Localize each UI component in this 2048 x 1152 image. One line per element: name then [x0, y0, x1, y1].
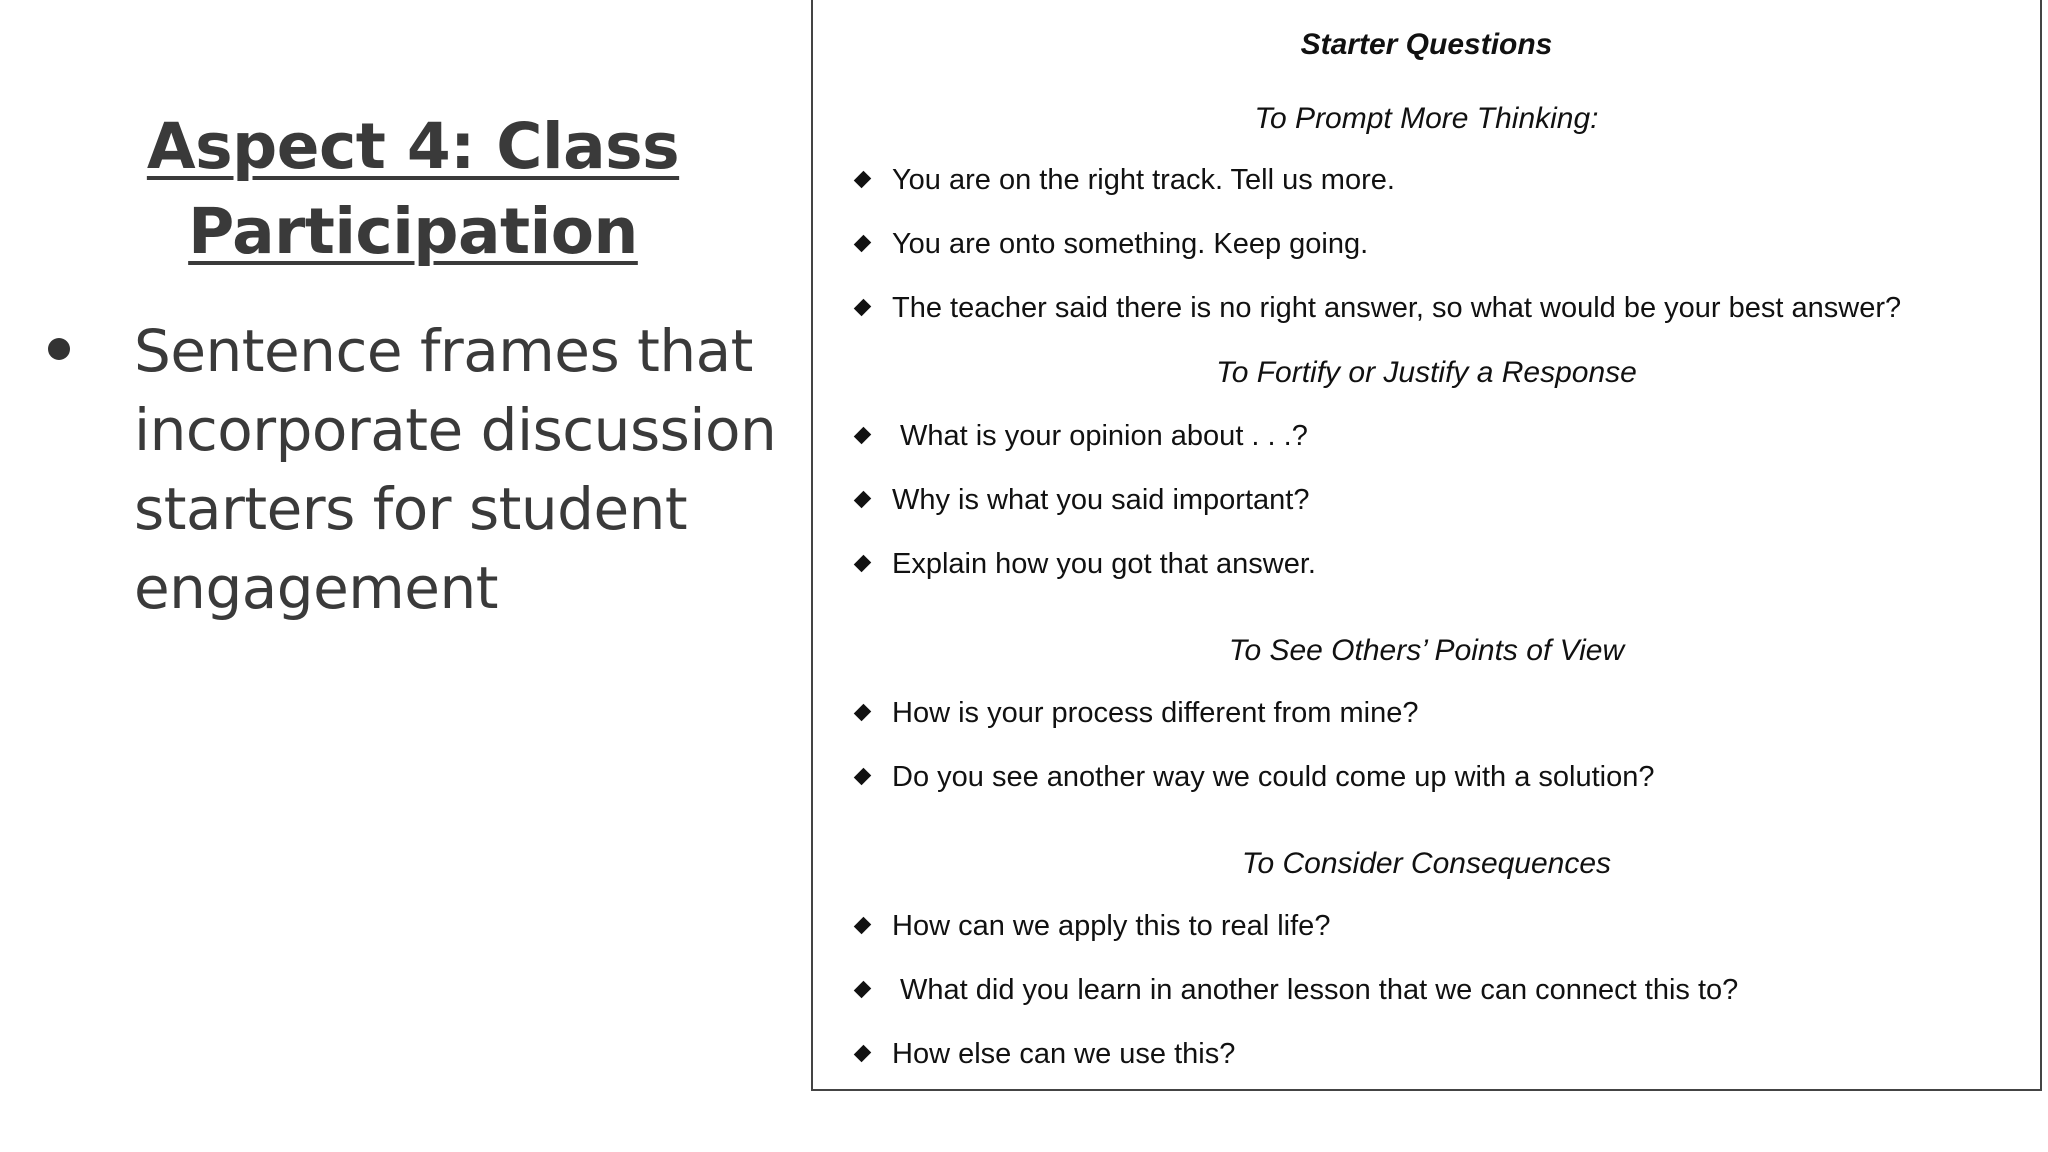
list-item-text: How can we apply this to real life?: [892, 910, 1331, 942]
list-item: [853, 695, 1419, 731]
bullet-dot-icon: [48, 338, 70, 360]
list-item-text: How is your process different from mine?: [892, 697, 1419, 729]
list-item-text: Explain how you got that answer.: [892, 548, 1316, 580]
list-item-text: What did you learn in another lesson that we can connect this to?: [900, 974, 1739, 1006]
section-heading: To Fortify or Justify a Response: [1216, 356, 1637, 389]
diamond-bullet-icon: [854, 555, 872, 573]
list-item: [853, 162, 1395, 198]
list-item-text: Do you see another way we could come up with a solution?: [892, 761, 1655, 793]
document-title: Starter Questions: [1300, 28, 1553, 61]
list-item-text: You are on the right track. Tell us more.: [892, 164, 1395, 196]
list-item: [853, 759, 1655, 795]
slide-title-line-2: Participation: [188, 195, 638, 268]
diamond-bullet-icon: [854, 299, 872, 317]
list-item-text: How else can we use this?: [892, 1038, 1236, 1070]
list-item-text: Why is what you said important?: [892, 484, 1310, 516]
list-item-text: The teacher said there is no right answer, so what would be your best answer?: [892, 292, 1902, 324]
list-item: [853, 226, 1368, 262]
slide-title-line-1: Aspect 4: Class: [146, 110, 680, 183]
list-item: [853, 972, 1738, 1008]
slide-title: [0, 104, 826, 274]
section-heading: To Consider Consequences: [1241, 847, 1612, 880]
diamond-bullet-icon: [854, 981, 872, 999]
section-heading: To See Others’ Points of View: [1228, 634, 1625, 667]
list-item: [853, 546, 1316, 582]
diamond-bullet-icon: [854, 768, 872, 786]
diamond-bullet-icon: [854, 427, 872, 445]
list-item-text: What is your opinion about . . .?: [900, 420, 1308, 452]
list-item: [853, 482, 1309, 518]
list-item: [853, 290, 1901, 326]
list-item: [853, 418, 1308, 454]
starter-questions-document: [811, 0, 2042, 1091]
list-item: [853, 908, 1330, 944]
diamond-bullet-icon: [854, 1045, 872, 1063]
section-heading: To Prompt More Thinking:: [1254, 102, 1599, 135]
diamond-bullet-icon: [854, 917, 872, 935]
diamond-bullet-icon: [854, 491, 872, 509]
diamond-bullet-icon: [854, 704, 872, 722]
diamond-bullet-icon: [854, 171, 872, 189]
diamond-bullet-icon: [854, 235, 872, 253]
list-item-text: You are onto something. Keep going.: [892, 228, 1369, 260]
list-item: [853, 1036, 1235, 1072]
slide-left-panel: [0, 0, 800, 1152]
slide-bullet-text: Sentence frames that incorporate discussion starters for student engagement: [134, 317, 777, 622]
